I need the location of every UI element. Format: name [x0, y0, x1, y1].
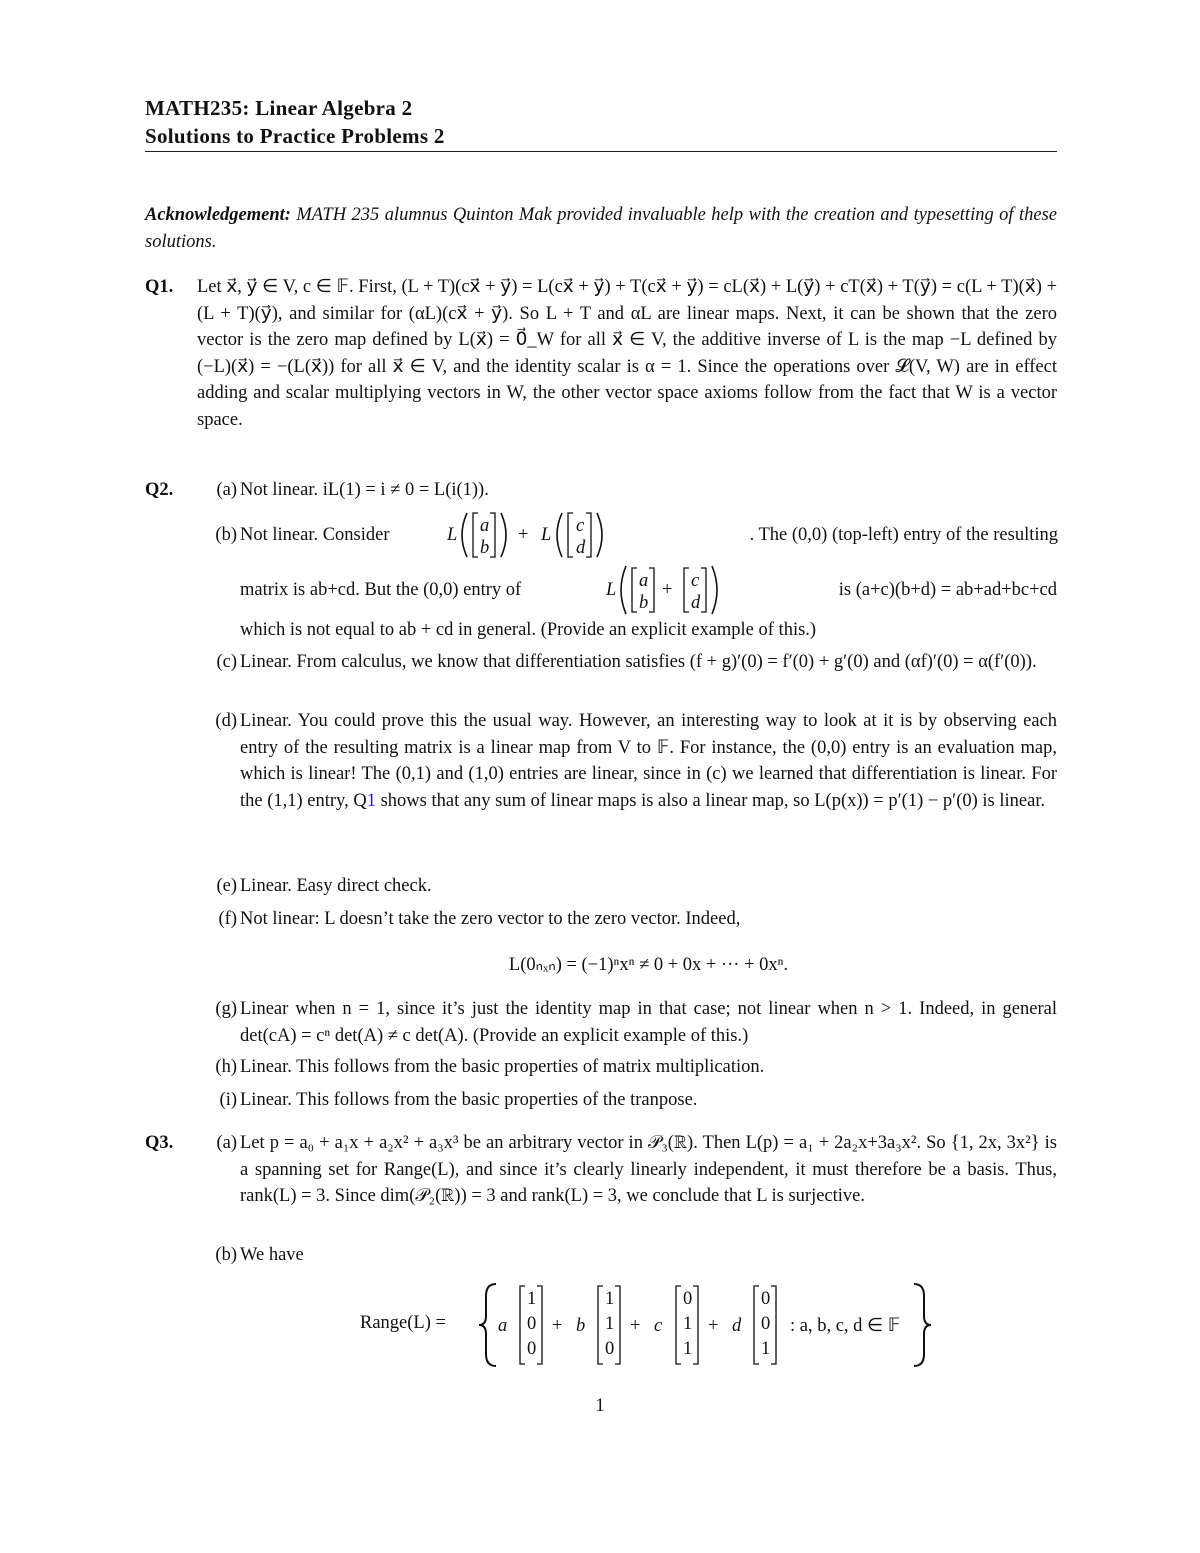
- plus-sign: +: [662, 580, 673, 600]
- entry-c: c: [691, 571, 700, 591]
- item-text: Not linear: L doesn’t take the zero vector to the zero vector. Indeed,: [240, 909, 741, 929]
- range-coefficient: c: [654, 1316, 663, 1336]
- vector-entry: 1: [605, 1314, 615, 1334]
- bracket-left: [520, 1286, 525, 1364]
- vector-entry: 0: [527, 1339, 537, 1359]
- right-paren: [501, 513, 506, 557]
- bracket-left: [754, 1286, 759, 1364]
- q1-solution: Let x⃗, y⃗ ∈ V, c ∈ 𝔽. First, (L + T)(cx⃗ + y⃗) = L(cx⃗ + y⃗) + T(cx⃗ + y⃗) = cL(x⃗) + L(y⃗) + cT(x⃗) + T(y⃗) = c(L + T)(x⃗) + (L + T)(y⃗), and similar for (αL)(cx⃗ + y⃗). So L + T and αL are linear maps. Next, it can be shown that the zero vector is the zero map defined by L(x⃗) = 0⃗_W for all x⃗ ∈ V, the additive inverse of L is the map −L defined by (−L)(x⃗) = −(L(x⃗)) for all x⃗ ∈ V, and the identity scalar is α = 1. Since the operations over 𝓛(V, W) are in effect adding and scalar multiplying vectors in W, the other vector space axioms follow from the fact that W is a vector space.: [197, 277, 1057, 430]
- page-number: 1: [595, 1396, 605, 1416]
- item-label: (d): [215, 711, 237, 731]
- item-label: (b): [215, 1245, 237, 1265]
- left-paren: [621, 566, 626, 614]
- document-subtitle: Solutions to Practice Problems 2: [145, 124, 445, 148]
- item-text-part3: matrix is ab+cd. But the (0,0) entry of: [240, 580, 522, 600]
- entry-c: c: [576, 516, 585, 536]
- range-condition: : a, b, c, d ∈ 𝔽: [790, 1316, 901, 1336]
- plus-sign: +: [708, 1316, 719, 1336]
- vector-entry: 0: [761, 1314, 771, 1334]
- vector-entry: 1: [605, 1289, 615, 1309]
- vector-entry: 0: [527, 1314, 537, 1334]
- vector-entry: 0: [761, 1289, 771, 1309]
- bracket-left: [684, 568, 689, 612]
- L-symbol: L: [447, 525, 458, 545]
- right-paren: [597, 513, 602, 557]
- range-coefficient: d: [732, 1316, 742, 1336]
- item-label: (g): [215, 999, 237, 1019]
- range-vectors: [498, 1286, 776, 1364]
- bracket-right: [490, 513, 495, 557]
- right-brace: [914, 1284, 931, 1366]
- q1-reference-link[interactable]: 1: [366, 790, 376, 811]
- item-text: We have: [240, 1245, 304, 1265]
- item-text: Let p = a₀ + a₁x + a₂x² + a₃x³ be an arbitrary vector in 𝒫₃(ℝ). Then L(p) = a₁ + 2a₂x+3a₃x². So {1, 2x, 3x²} is a spanning set for Range(L), and since it’s clearly linearly independent, it must therefore be a basis. Thus, rank(L) = 3. Since dim(𝒫₂(ℝ)) = 3 and rank(L) = 3, we conclude that L is surjective.: [240, 1133, 1057, 1206]
- vector-entry: 1: [683, 1314, 693, 1334]
- bracket-left: [632, 568, 637, 612]
- item-text: Linear. From calculus, we know that differentiation satisfies (f + g)′(0) = f′(0) + g′(0) and (αf)′(0) = α(f′(0)).: [240, 652, 1037, 672]
- vector-entry: 1: [683, 1339, 693, 1359]
- right-paren: [712, 566, 717, 614]
- range-coefficient: b: [576, 1316, 586, 1336]
- item-text: Linear. This follows from the basic properties of the tranpose.: [240, 1090, 698, 1110]
- L-symbol: L: [541, 525, 552, 545]
- item-text: Not linear. iL(1) = i ≠ 0 = L(i(1)).: [240, 480, 489, 500]
- item-text-part1: Not linear. Consider: [240, 525, 390, 545]
- bracket-right: [586, 513, 591, 557]
- bracket-left: [568, 513, 573, 557]
- range-set-expression: [478, 1280, 948, 1370]
- entry-b: b: [480, 538, 490, 558]
- left-brace: [479, 1284, 496, 1366]
- item-text-a: Linear. You could prove this the usual way. However, an interesting way to look at it is by observing each entry of the resulting matrix is a linear map from V to 𝔽. For instance, the (0,0) entry is an evaluation map, which is linear! The (0,1) and (1,0) entries are linear, since in (c) we learned that differentiation is linear. For the (1,1) entry, Q: [240, 711, 1057, 811]
- range-coefficient: a: [498, 1316, 508, 1336]
- item-text: Linear. This follows from the basic properties of matrix multiplication.: [240, 1057, 765, 1077]
- bracket-right: [693, 1286, 698, 1364]
- vector-entry: 1: [761, 1339, 771, 1359]
- item-label: (e): [216, 876, 237, 896]
- item-text-part5: which is not equal to ab + cd in general. (Provide an explicit example of this.): [240, 620, 817, 640]
- entry-a: a: [639, 571, 649, 591]
- item-label: (a): [216, 1133, 237, 1153]
- entry-a: a: [480, 516, 490, 536]
- plus-sign: +: [552, 1316, 563, 1336]
- item-label: (c): [216, 652, 237, 672]
- bracket-right: [615, 1286, 620, 1364]
- item-text: Linear when n = 1, since it’s just the identity map in that case; not linear when n > 1. Indeed, in general det(cA) = cⁿ det(A) ≠ c det(A). (Provide an explicit example of this.): [240, 999, 1057, 1046]
- bracket-left: [598, 1286, 603, 1364]
- acknowledgement-label: Acknowledgement:: [145, 205, 291, 225]
- vector-entry: 0: [683, 1289, 693, 1309]
- entry-d: d: [691, 593, 701, 613]
- item-label: (i): [219, 1090, 237, 1110]
- item-label: (h): [215, 1057, 237, 1077]
- plus-sign: +: [630, 1316, 641, 1336]
- item-label: (a): [216, 480, 237, 500]
- bracket-right: [537, 1286, 542, 1364]
- item-text-b: shows that any sum of linear maps is also a linear map, so L(p(x)) = p′(1) − p′(0) is linear.: [375, 790, 1046, 811]
- left-paren: [462, 513, 467, 557]
- q2b-expression-1: [445, 505, 645, 565]
- bracket-left: [676, 1286, 681, 1364]
- acknowledgement-text: MATH 235 alumnus Quinton Mak provided invaluable help with the creation and typesetting of these solutions.: [145, 205, 1058, 252]
- range-lhs: Range(L) =: [360, 1313, 446, 1333]
- vector-entry: 1: [527, 1289, 537, 1309]
- q2f-display-equation: L(0ₙₓₙ) = (−1)ⁿxⁿ ≠ 0 + 0x + ··· + 0xⁿ.: [508, 955, 789, 975]
- left-paren: [557, 513, 562, 557]
- q1-label: Q1.: [145, 277, 174, 297]
- item-text-part4: is (a+c)(b+d) = ab+ad+bc+cd: [838, 580, 1057, 600]
- q2b-expression-2: [604, 560, 754, 620]
- item-text: Linear. Easy direct check.: [240, 876, 432, 896]
- acknowledgement: [145, 202, 1057, 255]
- item-label: (b): [215, 525, 237, 545]
- header-rule: [145, 151, 1057, 152]
- course-title: MATH235: Linear Algebra 2: [145, 96, 413, 120]
- q3-label: Q3.: [145, 1133, 174, 1153]
- bracket-left: [473, 513, 478, 557]
- L-symbol: L: [606, 580, 617, 600]
- plus-sign: +: [518, 525, 529, 545]
- entry-b: b: [639, 593, 649, 613]
- entry-d: d: [576, 538, 586, 558]
- bracket-right: [701, 568, 706, 612]
- item-text: [240, 708, 1057, 814]
- q2-label: Q2.: [145, 480, 174, 500]
- item-label: (f): [218, 909, 237, 929]
- item-text-part2: . The (0,0) (top-left) entry of the resulting: [749, 525, 1058, 545]
- bracket-right: [649, 568, 654, 612]
- vector-entry: 0: [605, 1339, 615, 1359]
- bracket-right: [771, 1286, 776, 1364]
